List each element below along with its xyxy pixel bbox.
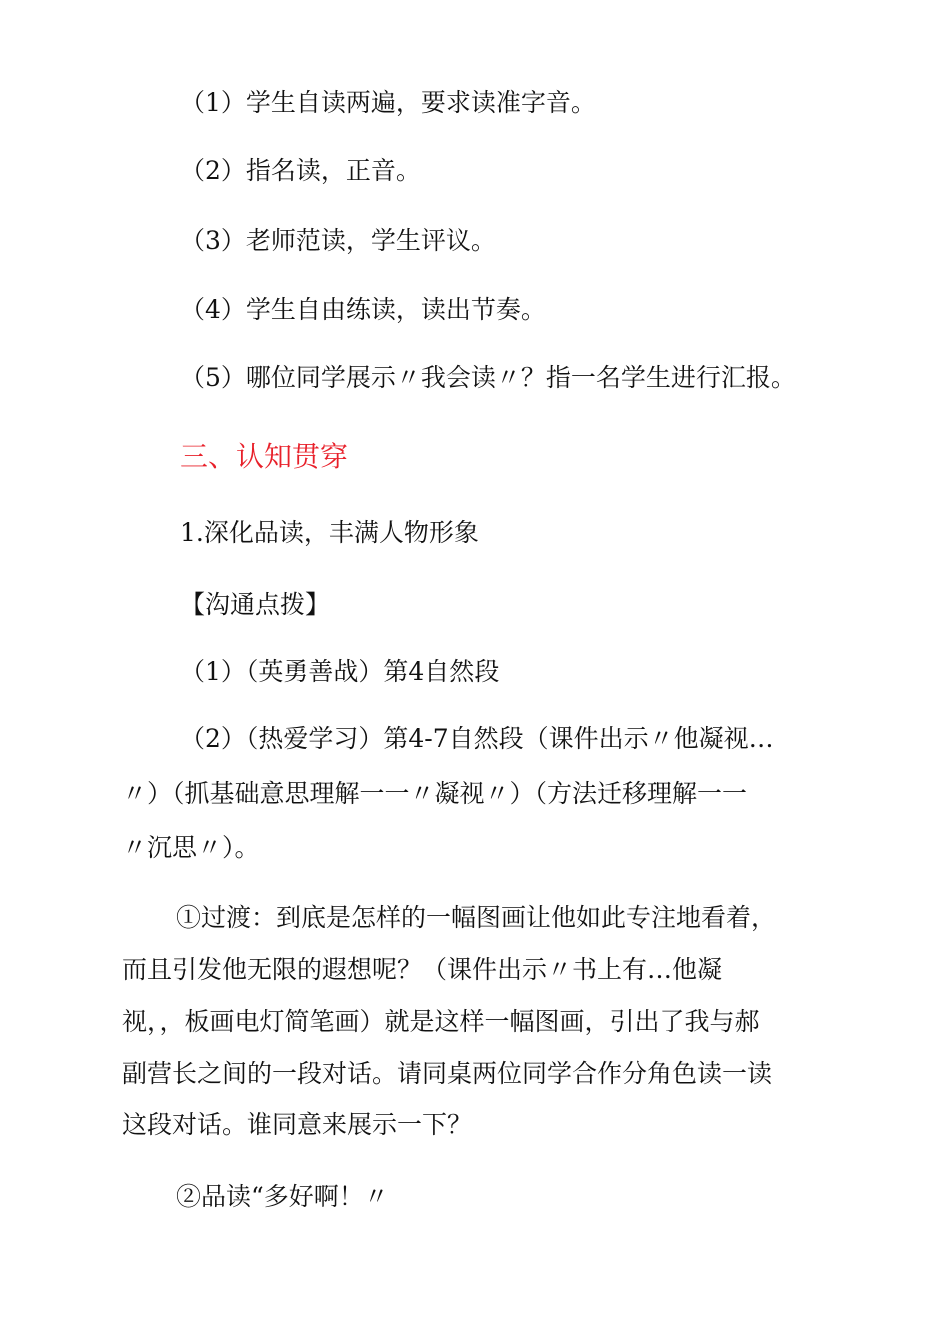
subheading: 1.深化品读，丰满人物形象 bbox=[180, 518, 479, 547]
step-5: （5）哪位同学展示〃我会读〃？指一名学生进行汇报。 bbox=[180, 363, 796, 392]
section-heading: 三、认知贯穿 bbox=[180, 440, 349, 473]
point-2-end: 〃沉思〃）。 bbox=[122, 833, 260, 862]
paragraph-line-3: 视，，板画电灯简笔画）就是这样一幅图画，引出了我与郝 bbox=[122, 1007, 760, 1036]
point-1: （1）（英勇善战）第4自然段 bbox=[180, 657, 500, 686]
bracket-label: 【沟通点拨】 bbox=[180, 590, 331, 619]
step-3: （3）老师范读，学生评议。 bbox=[180, 226, 496, 255]
step-2: （2）指名读，正音。 bbox=[180, 156, 421, 185]
step-4: （4）学生自由练读，读出节奏。 bbox=[180, 295, 546, 324]
final-line: ②品读“多好啊！〃 bbox=[176, 1182, 389, 1211]
paragraph-line-4: 副营长之间的一段对话。请同桌两位同学合作分角色读一读 bbox=[122, 1059, 773, 1088]
paragraph-line-1: ①过渡：到底是怎样的一幅图画让他如此专注地看着， bbox=[176, 903, 777, 932]
paragraph-line-5: 这段对话。谁同意来展示一下？ bbox=[122, 1110, 473, 1139]
point-2: （2）（热爱学习）第4-7自然段（课件出示〃他凝视… bbox=[180, 724, 774, 753]
paragraph-line-2: 而且引发他无限的遐想呢？（课件出示〃书上有…他凝 bbox=[122, 955, 723, 984]
step-1: （1）学生自读两遍，要求读准字音。 bbox=[180, 88, 596, 117]
point-2-cont: 〃）（抓基础意思理解一一〃凝视〃）（方法迁移理解一一 bbox=[122, 779, 748, 808]
